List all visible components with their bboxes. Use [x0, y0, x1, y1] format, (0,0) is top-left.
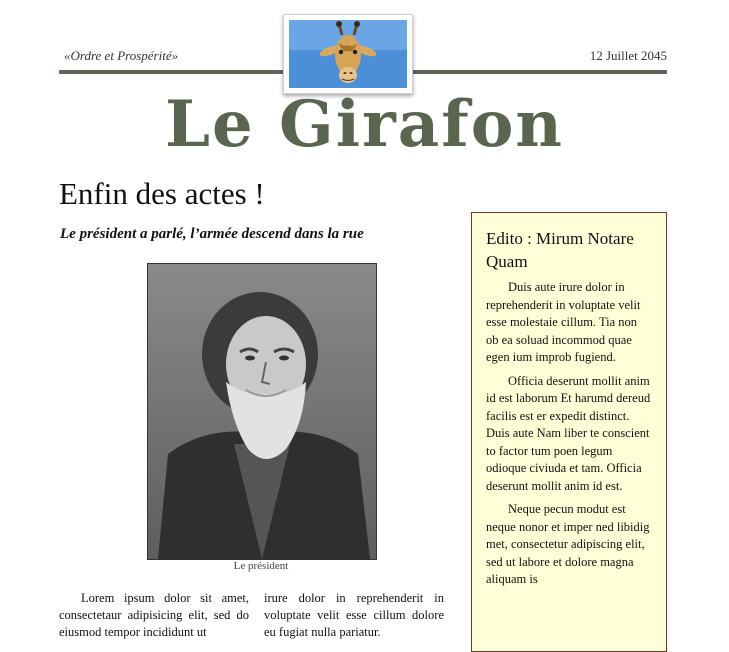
- edito-paragraph: Duis aute irure dolor in reprehenderit in voluptate velit esse molestaie cillum. Tia non ob ea soluad incommod quae egen ium improb fugiend.: [486, 280, 641, 364]
- article-subheadline: Le président a parlé, l’armée descend dans la rue: [60, 226, 364, 242]
- giraffe-photo: [283, 14, 413, 94]
- masthead-title: Le Girafon: [165, 87, 564, 162]
- motto: «Ordre et Prospérité»: [64, 48, 179, 63]
- edito-box: [471, 212, 667, 652]
- article-column-2: irure dolor in reprehenderit in voluptate velit esse cillum dolore eu fugiat nulla pariatur.: [264, 591, 444, 639]
- issue-date: 12 Juillet 2045: [589, 48, 667, 63]
- edito-paragraph: Neque pecun modut est neque nonor et imper ned libidig met, consectetur adipiscing elit, sed ut labore et dolore magna aliquam is: [486, 502, 650, 586]
- article-column-1: Lorem ipsum dolor sit amet, consectetaur adipisicing elit, sed do eiusmod tempor incididunt ut: [59, 591, 249, 639]
- edito-title: Edito : Mirum Notare Quam: [486, 229, 634, 271]
- edito-paragraph: Officia deserunt mollit anim id est laborum Et harumd dereud facilis est er expedit distinct. Duis aute Nam liber te conscient to factor tum poen legum odioque civiuda et tam. Officia deserunt mollit anim id est.: [486, 373, 651, 493]
- article-headline: Enfin des actes !: [59, 176, 265, 211]
- portrait-caption: Le président: [233, 560, 289, 572]
- president-portrait: [147, 263, 377, 560]
